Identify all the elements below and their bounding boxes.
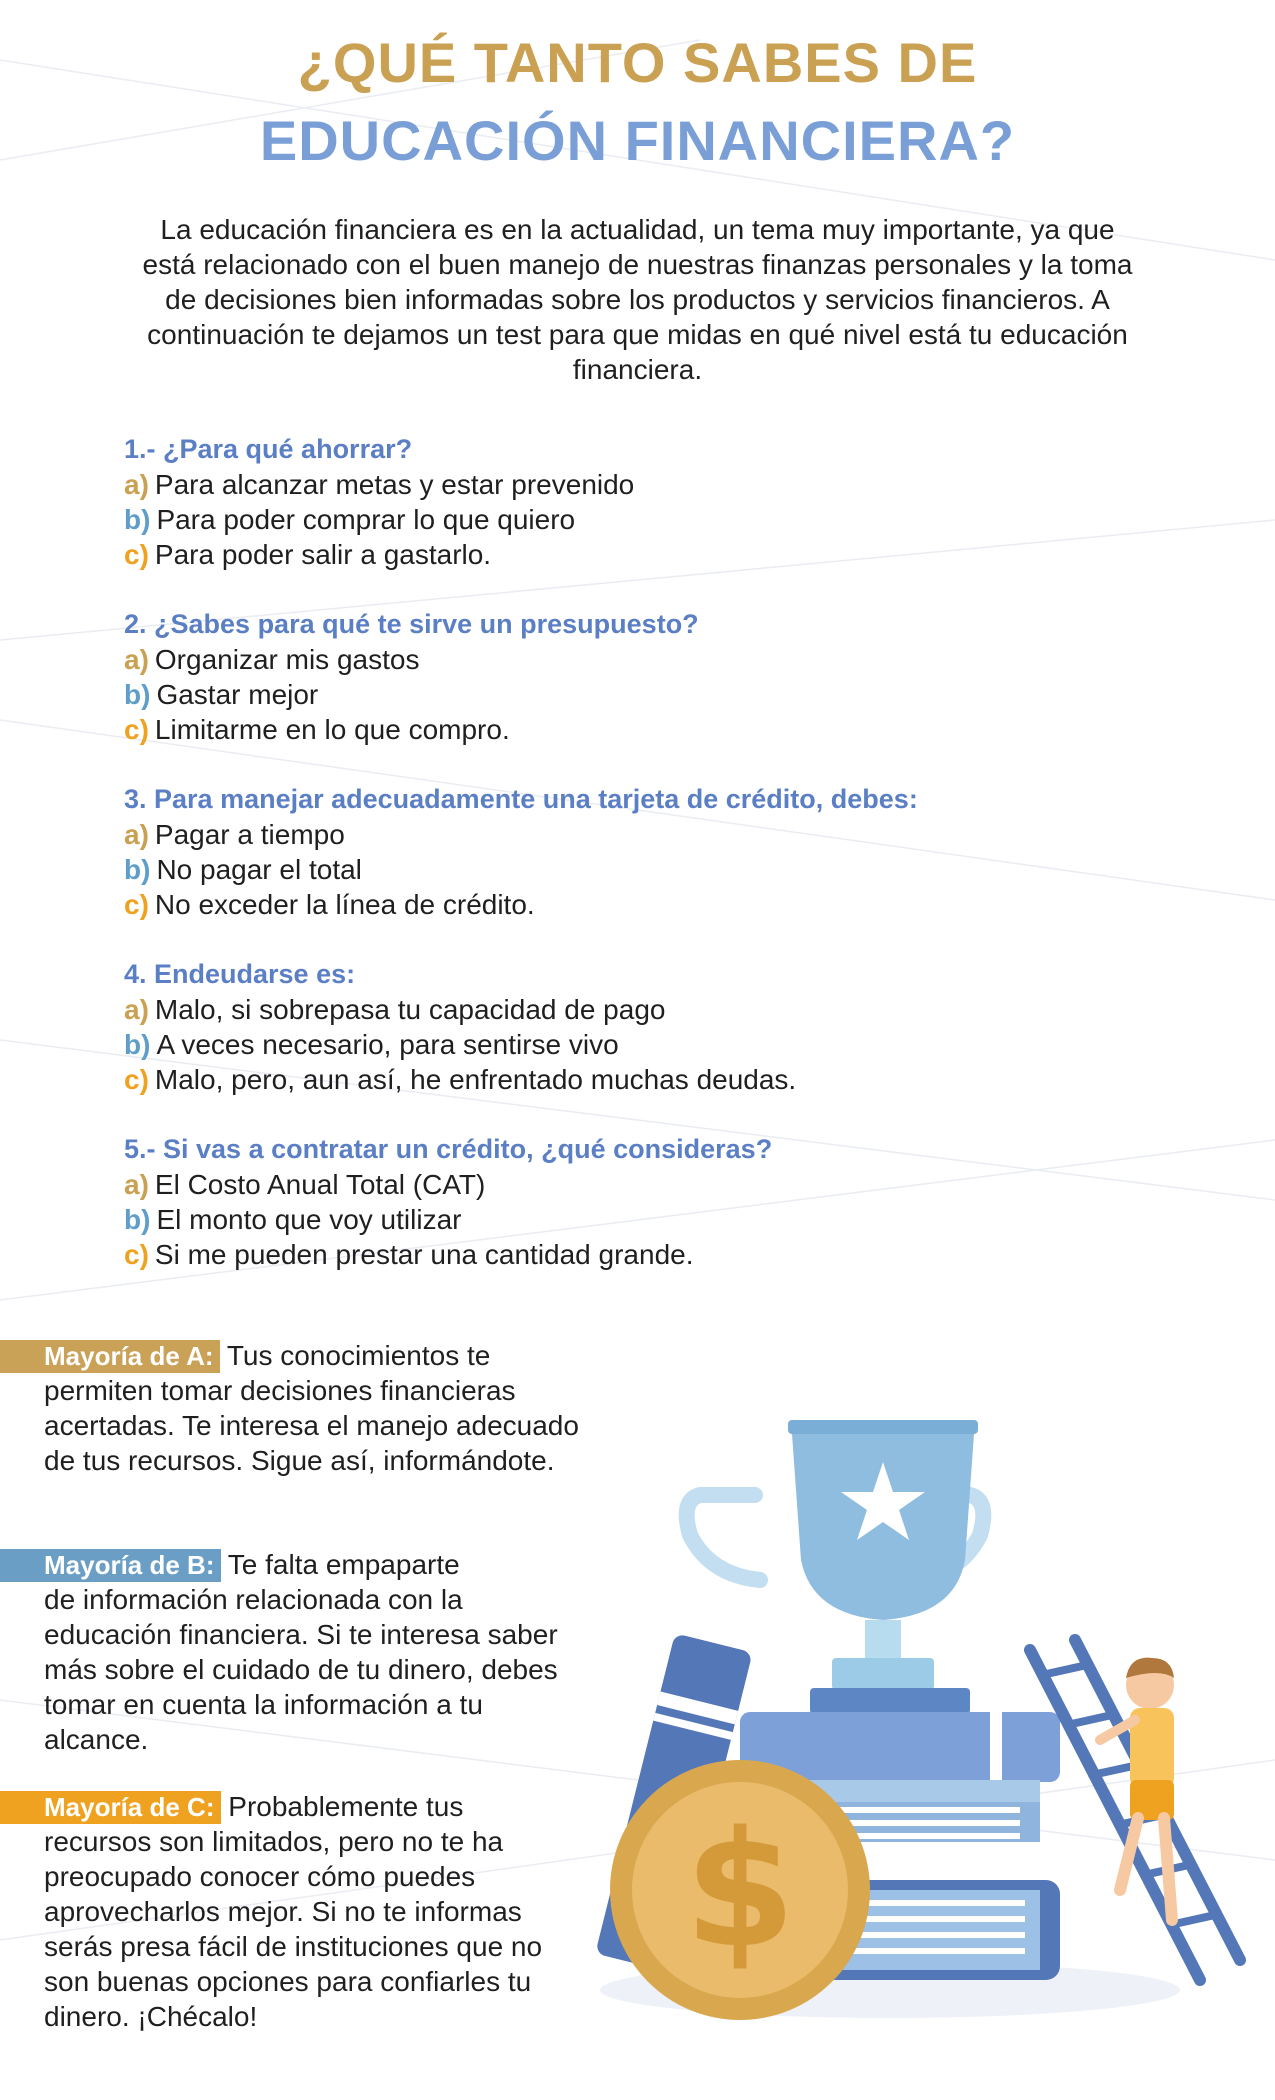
option-letter: a) — [124, 994, 149, 1025]
coin-symbol: $ — [684, 1796, 796, 1983]
option-text: Limitarme en lo que compro. — [154, 714, 510, 745]
option-c — [124, 712, 1224, 747]
result-text: recursos son limitados, pero no te ha preocupado conocer cómo puedes aprovecharlos mejor. Si no te informas serás presa fácil de instituciones que no son buenas opciones para confiarles tu dinero. ¡Chécalo! — [44, 1826, 543, 2032]
question-4 — [124, 957, 1224, 1097]
option-text: El monto que voy utilizar — [156, 1204, 462, 1235]
question-3 — [124, 782, 1224, 922]
question-1 — [124, 432, 1224, 572]
option-c — [124, 887, 1224, 922]
option-text: Para poder comprar lo que quiero — [156, 504, 576, 535]
option-text: Para poder salir a gastarlo. — [154, 539, 492, 570]
option-c — [124, 1062, 1224, 1097]
option-c — [124, 537, 1224, 572]
coin-icon — [610, 1760, 870, 2020]
result-first-line: Te falta empaparte — [227, 1549, 460, 1580]
option-letter: a) — [124, 469, 149, 500]
option-letter: c) — [124, 714, 149, 745]
option-text: No pagar el total — [156, 854, 362, 885]
result-text: de información relacionada con la educación financiera. Si te interesa saber más sobre el cuidado de tu dinero, debes tomar en cuenta la información a tu alcance. — [44, 1584, 558, 1755]
option-b — [124, 502, 1224, 537]
option-letter: c) — [124, 1064, 149, 1095]
option-letter: a) — [124, 819, 149, 850]
result-c — [0, 1789, 590, 2034]
option-a — [124, 992, 1224, 1027]
option-text: Para alcanzar metas y estar prevenido — [154, 469, 635, 500]
option-letter: c) — [124, 1239, 149, 1270]
option-b — [124, 1202, 1224, 1237]
option-text: No exceder la línea de crédito. — [154, 889, 535, 920]
option-text: Malo, pero, aun así, he enfrentado muchas deudas. — [154, 1064, 797, 1095]
option-letter: b) — [124, 504, 151, 535]
option-letter: b) — [124, 854, 151, 885]
option-text: El Costo Anual Total (CAT) — [154, 1169, 486, 1200]
result-b — [0, 1547, 590, 1757]
question-title: 2. ¿Sabes para qué te sirve un presupuesto? — [124, 609, 699, 639]
question-title: 3. Para manejar adecuadamente una tarjeta de crédito, debes: — [124, 784, 918, 814]
option-text: A veces necesario, para sentirse vivo — [156, 1029, 619, 1060]
page-title-line1: ¿QUÉ TANTO SABES DE — [297, 31, 978, 94]
result-a — [0, 1338, 590, 1478]
option-letter: c) — [124, 539, 149, 570]
option-b — [124, 852, 1224, 887]
option-letter: b) — [124, 679, 151, 710]
option-c — [124, 1237, 1224, 1272]
question-title: 4. Endeudarse es: — [124, 959, 356, 989]
option-a — [124, 1167, 1224, 1202]
option-text: Si me pueden prestar una cantidad grande. — [154, 1239, 694, 1270]
option-a — [124, 642, 1224, 677]
result-tag-a: Mayoría de A: — [0, 1340, 220, 1373]
question-5 — [124, 1132, 1224, 1272]
result-first-line: Tus conocimientos te — [226, 1340, 491, 1371]
trophy-illustration — [560, 1400, 1275, 2020]
option-b — [124, 677, 1224, 712]
intro-paragraph: La educación financiera es en la actualidad, un tema muy importante, ya que está relacionado con el buen manejo de nuestras finanzas personales y la toma de decisiones bien informadas sobre los productos y servicios financieros. A continuación te dejamos un test para que midas en qué nivel está tu educación financiera. — [142, 214, 1133, 385]
question-title: 5.- Si vas a contratar un crédito, ¿qué consideras? — [124, 1134, 773, 1164]
question-title: 1.- ¿Para qué ahorrar? — [124, 434, 413, 464]
option-letter: b) — [124, 1029, 151, 1060]
option-letter: a) — [124, 644, 149, 675]
option-a — [124, 467, 1224, 502]
option-text: Malo, si sobrepasa tu capacidad de pago — [154, 994, 666, 1025]
result-text: permiten tomar decisiones financieras acertadas. Te interesa el manejo adecuado de tus recursos. Sigue así, informándote. — [44, 1375, 579, 1476]
option-text: Organizar mis gastos — [154, 644, 420, 675]
option-letter: b) — [124, 1204, 151, 1235]
page-title-line2: EDUCACIÓN FINANCIERA? — [259, 109, 1016, 172]
result-first-line: Probablemente tus — [228, 1791, 464, 1822]
option-a — [124, 817, 1224, 852]
result-tag-b: Mayoría de B: — [0, 1549, 221, 1582]
option-letter: c) — [124, 889, 149, 920]
result-tag-c: Mayoría de C: — [0, 1791, 221, 1824]
option-b — [124, 1027, 1224, 1062]
option-letter: a) — [124, 1169, 149, 1200]
option-text: Pagar a tiempo — [154, 819, 345, 850]
question-2 — [124, 607, 1224, 747]
option-text: Gastar mejor — [156, 679, 319, 710]
